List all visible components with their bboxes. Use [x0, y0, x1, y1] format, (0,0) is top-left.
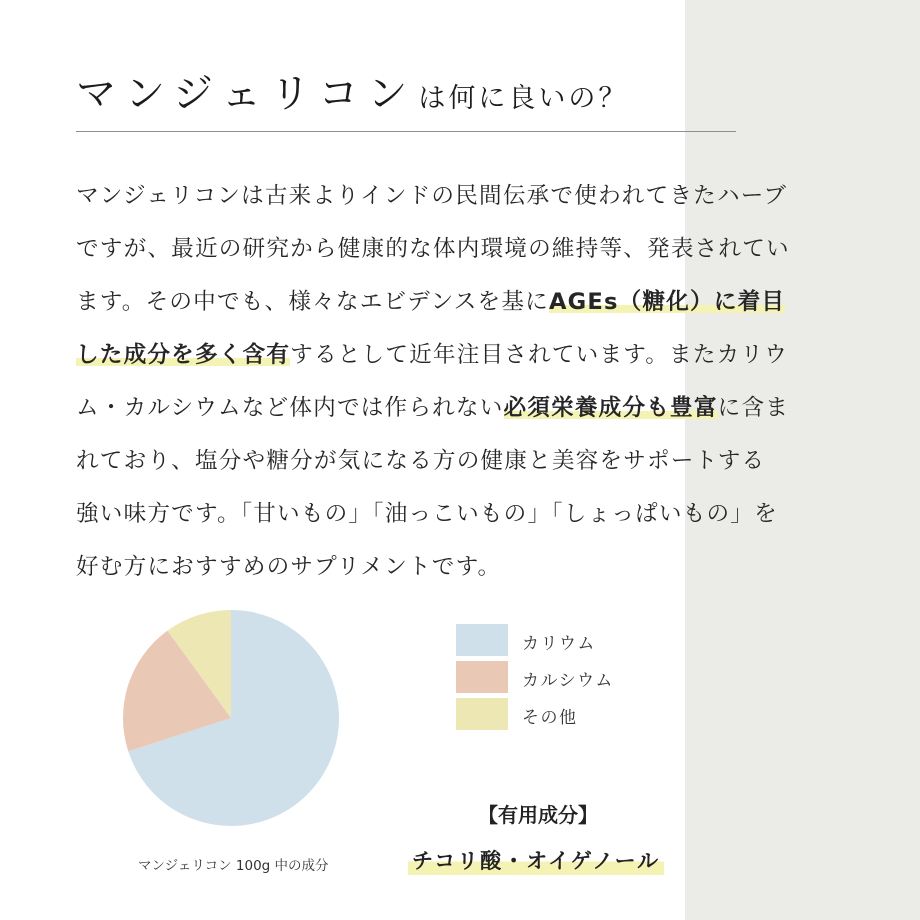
- pie-chart-svg: [120, 607, 342, 829]
- title-divider: [76, 131, 736, 132]
- title-main: マンジェリコン: [76, 71, 417, 117]
- body-line: マンジェリコンは古来よりインドの民間伝承で使われてきたハーブ: [76, 183, 788, 209]
- legend-label: その他: [522, 708, 578, 728]
- body-line: 好む方におすすめのサプリメントです。: [76, 554, 502, 580]
- legend-label: カルシウム: [522, 671, 614, 691]
- body-text: ム・カルシウムなど体内では作られない: [76, 395, 504, 421]
- body-line: 強い味方です。「甘いもの」「油っこいもの」「しょっぱいもの」を: [76, 501, 778, 527]
- body-paragraph: [76, 170, 866, 594]
- body-line: [76, 382, 866, 435]
- title-sub: は何に良いの？: [418, 83, 629, 114]
- body-line: [76, 329, 866, 382]
- pie-chart: [120, 607, 342, 829]
- page-title: [76, 62, 628, 119]
- legend-swatch: [456, 624, 508, 656]
- highlight-ages: AGEs（糖化）に着目: [548, 289, 786, 315]
- ingredients-value: チコリ酸・オイゲノール: [408, 845, 664, 875]
- highlight-content: した成分を多く含有: [76, 342, 291, 368]
- legend-swatch: [456, 698, 508, 730]
- body-line: ですが、最近の研究から健康的な体内環境の維持等、発表されてい: [76, 236, 790, 262]
- body-text: に含ま: [717, 395, 790, 421]
- body-line: れており、塩分や糖分が気になる方の健康と美容をサポートする: [76, 448, 766, 474]
- legend-swatch: [456, 661, 508, 693]
- legend-label: カリウム: [522, 634, 596, 654]
- body-line: [76, 276, 866, 329]
- body-text: するとして近年注目されています。またカリウ: [290, 342, 789, 368]
- highlight-nutrients: 必須栄養成分も豊富: [503, 395, 718, 421]
- chart-caption: マンジェリコン 100g 中の成分: [138, 858, 329, 874]
- ingredients-heading: 【有用成分】: [478, 803, 598, 827]
- body-text: ます。その中でも、様々なエビデンスを基に: [76, 289, 549, 315]
